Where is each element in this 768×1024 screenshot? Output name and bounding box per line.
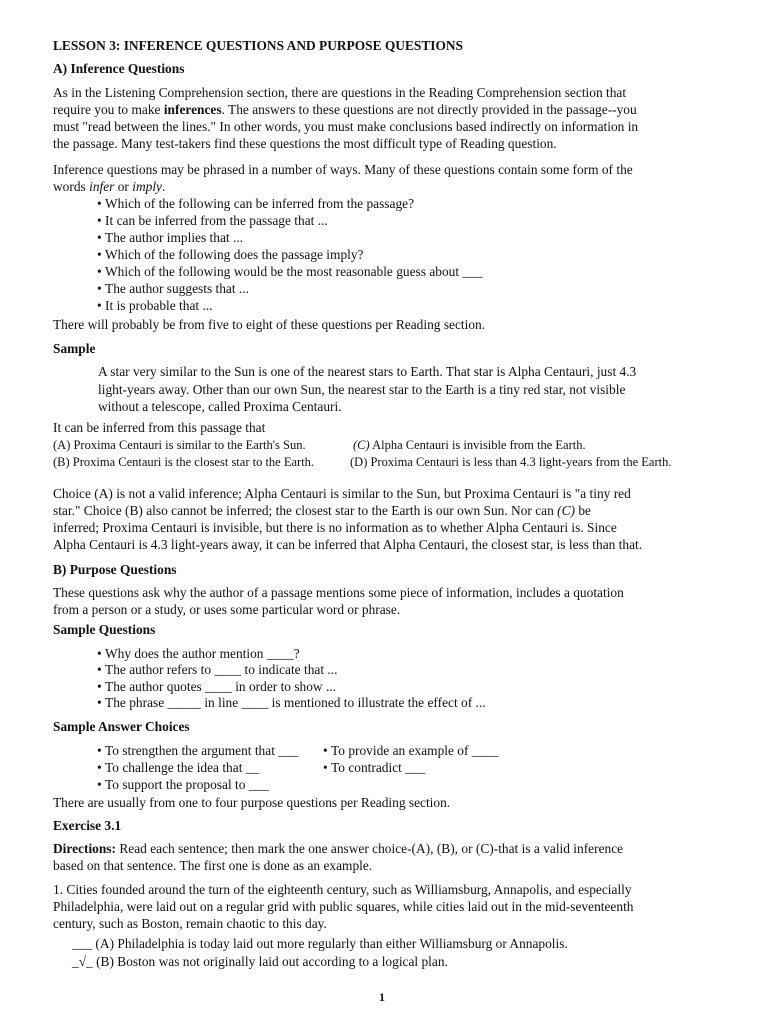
italic-choice-c: (C) bbox=[557, 503, 575, 518]
paragraph-line bbox=[53, 101, 637, 118]
text-span: star." Choice (B) also cannot be inferred; the closest star to the Earth is our own Sun. Nor can bbox=[53, 503, 558, 518]
list-item: • It is probable that ... bbox=[97, 297, 213, 314]
text-span: words bbox=[53, 179, 90, 194]
directions-label: Directions: bbox=[53, 841, 116, 856]
paragraph-line: from a person or a study, or uses some particular word or phrase. bbox=[53, 602, 401, 617]
sample-heading: Sample bbox=[53, 341, 96, 356]
list-item: • The author refers to ____ to indicate that ... bbox=[97, 661, 337, 678]
paragraph-line: These questions ask why the author of a passage mentions some piece of information, includes a quotation bbox=[53, 585, 624, 600]
list-item: • Why does the author mention ____? bbox=[97, 645, 300, 662]
list-item: • Which of the following would be the most reasonable guess about ___ bbox=[97, 263, 483, 280]
sample-passage-line: without a telescope, called Proxima Centauri. bbox=[98, 399, 342, 414]
answer-choice-a: (A) Proxima Centauri is similar to the Earth's Sun. bbox=[53, 438, 306, 452]
paragraph-line: There are usually from one to four purpose questions per Reading section. bbox=[53, 795, 451, 810]
list-item: • Which of the following does the passage imply? bbox=[97, 246, 364, 263]
text-span: Alpha Centauri is invisible from the Earth. bbox=[369, 438, 586, 452]
list-item: • To support the proposal to ___ bbox=[97, 776, 269, 793]
answer-choice-b: (B) Proxima Centauri is the closest star to the Earth. bbox=[53, 455, 315, 469]
sample-questions-heading: Sample Questions bbox=[53, 622, 156, 637]
paragraph-line: As in the Listening Comprehension section, there are questions in the Reading Comprehension section that bbox=[53, 85, 627, 100]
directions-line: based on that sentence. The first one is done as an example. bbox=[53, 858, 373, 873]
sample-answers-heading: Sample Answer Choices bbox=[53, 719, 190, 734]
explanation-line: Choice (A) is not a valid inference; Alpha Centauri is similar to the Sun, but Proxima Centauri is "a tiny red bbox=[53, 486, 631, 501]
explanation-line bbox=[53, 502, 591, 519]
exercise-heading: Exercise 3.1 bbox=[53, 818, 122, 833]
text-span: . bbox=[162, 179, 166, 194]
explanation-line: Alpha Centauri is 4.3 light-years away, it can be inferred that Alpha Centauri, the closest star, is less than that. bbox=[53, 537, 643, 552]
list-item: • The author quotes ____ in order to show ... bbox=[97, 678, 336, 695]
list-item: • To challenge the idea that __ bbox=[97, 759, 259, 776]
text-span: be bbox=[575, 503, 591, 518]
list-item: • The author implies that ... bbox=[97, 229, 243, 246]
paragraph-line: Inference questions may be phrased in a number of ways. Many of these questions contain some form of the bbox=[53, 162, 633, 177]
section-b-heading: B) Purpose Questions bbox=[53, 562, 177, 577]
page-number: 1 bbox=[379, 990, 385, 1004]
exercise-item-line: century, such as Boston, remain chaotic to this day. bbox=[53, 916, 327, 931]
exercise-item-line: 1. Cities founded around the turn of the eighteenth century, such as Williamsburg, Annapolis, and especially bbox=[53, 882, 632, 897]
answer-choice-d: (D) Proxima Centauri is less than 4.3 light-years from the Earth. bbox=[350, 455, 672, 469]
question-stem: It can be inferred from this passage that bbox=[53, 420, 266, 435]
answer-choice-c bbox=[353, 437, 586, 454]
list-item: • To provide an example of ____ bbox=[323, 742, 499, 759]
text-span: require you to make bbox=[53, 102, 164, 117]
italic-term-infer: infer bbox=[89, 179, 115, 194]
list-item: • It can be inferred from the passage that ... bbox=[97, 212, 328, 229]
paragraph-line: the passage. Many test-takers find these questions the most difficult type of Reading question. bbox=[53, 136, 557, 151]
text-span: Read each sentence; then mark the one answer choice-(A), (B), or (C)-that is a valid inference bbox=[115, 841, 624, 856]
sample-passage-line: light-years away. Other than our own Sun, the nearest star to the Earth is a tiny red star, not visible bbox=[98, 382, 626, 397]
exercise-item-line: Philadelphia, were laid out on a regular grid with public squares, while cities laid out in the mid-seventeenth bbox=[53, 899, 634, 914]
exercise-choice-b: _√_ (B) Boston was not originally laid out according to a logical plan. bbox=[72, 954, 448, 969]
directions-line bbox=[53, 840, 623, 857]
bold-term-inferences: inferences bbox=[163, 102, 222, 117]
text-span: . The answers to these questions are not directly provided in the passage--you bbox=[221, 102, 637, 117]
explanation-line: inferred; Proxima Centauri is invisible, but there is no information as to whether Alpha Centauri is. Since bbox=[53, 520, 617, 535]
list-item: • To strengthen the argument that ___ bbox=[97, 742, 298, 759]
text-span: or bbox=[114, 179, 133, 194]
list-item: • The author suggests that ... bbox=[97, 280, 249, 297]
list-item: • Which of the following can be inferred from the passage? bbox=[97, 195, 414, 212]
list-item: • To contradict ___ bbox=[323, 759, 425, 776]
paragraph-line bbox=[53, 178, 165, 195]
lesson-title: LESSON 3: INFERENCE QUESTIONS AND PURPOSE QUESTIONS bbox=[53, 38, 463, 53]
section-a-heading: A) Inference Questions bbox=[53, 61, 185, 76]
paragraph-line: must "read between the lines." In other words, you must make conclusions based indirectly on information in bbox=[53, 119, 639, 134]
paragraph-line: There will probably be from five to eight of these questions per Reading section. bbox=[53, 317, 486, 332]
list-item: • The phrase _____ in line ____ is mentioned to illustrate the effect of ... bbox=[97, 694, 486, 711]
exercise-choice-a: ___ (A) Philadelphia is today laid out more regularly than either Williamsburg or Annapolis. bbox=[72, 936, 568, 951]
italic-term-imply: imply bbox=[132, 179, 162, 194]
sample-passage-line: A star very similar to the Sun is one of the nearest stars to Earth. That star is Alpha Centauri, just 4.3 bbox=[98, 364, 637, 379]
choice-label-c: (C) bbox=[353, 438, 370, 452]
